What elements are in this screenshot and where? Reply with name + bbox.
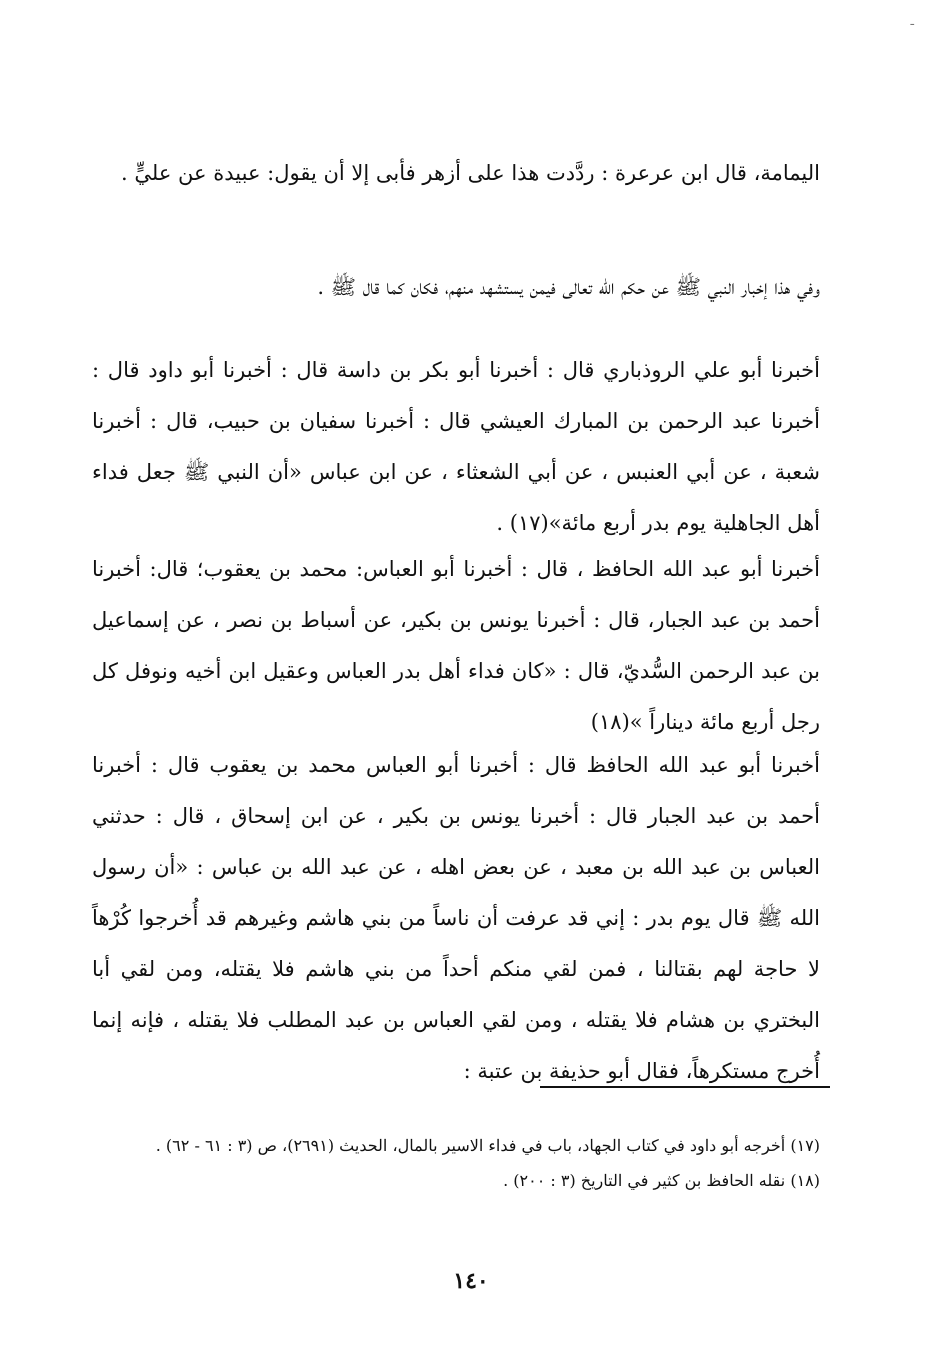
paragraph-text: وفي هذا إخبار النبي ﷺ عن حكم الله تعالى فيمن يستشهد منهم، فكان كما قال ﷺ . [317, 275, 820, 299]
paragraph-text: اليمامة، قال ابن عرعرة : ردَّدت هذا على أزهر فأبى إلا أن يقول: عبيدة عن عليٍّ . [121, 161, 820, 185]
footnote-divider [540, 1086, 830, 1088]
paragraph-text: أخبرنا أبو عبد الله الحافظ ، قال : أخبرنا أبو العباس: محمد بن يعقوب؛ قال: أخبرنا أحمد بن عبد الجبار، قال : أخبرنا يونس بن بكير، عن أسباط بن نصر ، عن إسماعيل بن عبد الرحمن السُّديّ، قال : «كان فداء أهل بدر العباس وعقيل ابن أخيه ونوفل كل رجل أربع مائة ديناراً »(١٨) [92, 557, 820, 734]
body-paragraph-2 [92, 262, 820, 313]
body-paragraph-4 [92, 544, 820, 748]
paragraph-text: أخبرنا أبو عبد الله الحافظ قال : أخبرنا أبو العباس محمد بن يعقوب قال : أخبرنا أحمد بن عبد الجبار قال : أخبرنا يونس بن بكير ، عن ابن إسحاق ، قال : حدثني العباس بن عبد الله بن معبد ، عن بعض اهله ، عن عبد الله بن عباس : «أن رسول الله ﷺ قال يوم بدر : إني قد عرفت أن ناساً من بني هاشم وغيرهم قد أُخرجوا كُرْهاً لا حاجة لهم بقتالنا ، فمن لقي منكم أحداً من بني هاشم فلا يقتله، ومن لقي أبا البختري بن هشام فلا يقتله ، ومن لقي العباس بن عبد المطلب فلا يقتله ، فإنه إنما أُخرج مستكرهاً، فقال أبو حذيفة بن عتبة : [92, 753, 820, 1083]
footnote-18: (١٨) نقله الحافظ بن كثير في التاريخ (٣ : ٢٠٠) . [503, 1171, 820, 1190]
body-paragraph-1 [92, 148, 820, 199]
footnote-17: (١٧) أخرجه أبو داود في كتاب الجهاد، باب في فداء الاسير بالمال، الحديث (٢٦٩١)، ص (٣ : ٦١ - ٦٢) . [155, 1136, 820, 1155]
body-paragraph-3 [92, 345, 820, 549]
paragraph-text: أخبرنا أبو علي الروذباري قال : أخبرنا أبو بكر بن داسة قال : أخبرنا أبو داود قال : أخبرنا عبد الرحمن بن المبارك العيشي قال : أخبرنا سفيان بن حبيب، قال : أخبرنا شعبة ، عن أبي العنبس ، عن أبي الشعثاء ، عن ابن عباس «أن النبي ﷺ جعل فداء أهل الجاهلية يوم بدر أربع مائة»(١٧) . [92, 358, 820, 535]
corner-mark: ـ [910, 14, 914, 28]
page-number: ١٤٠ [453, 1268, 489, 1294]
footnotes [96, 1128, 820, 1198]
body-paragraph-5 [92, 740, 820, 1097]
